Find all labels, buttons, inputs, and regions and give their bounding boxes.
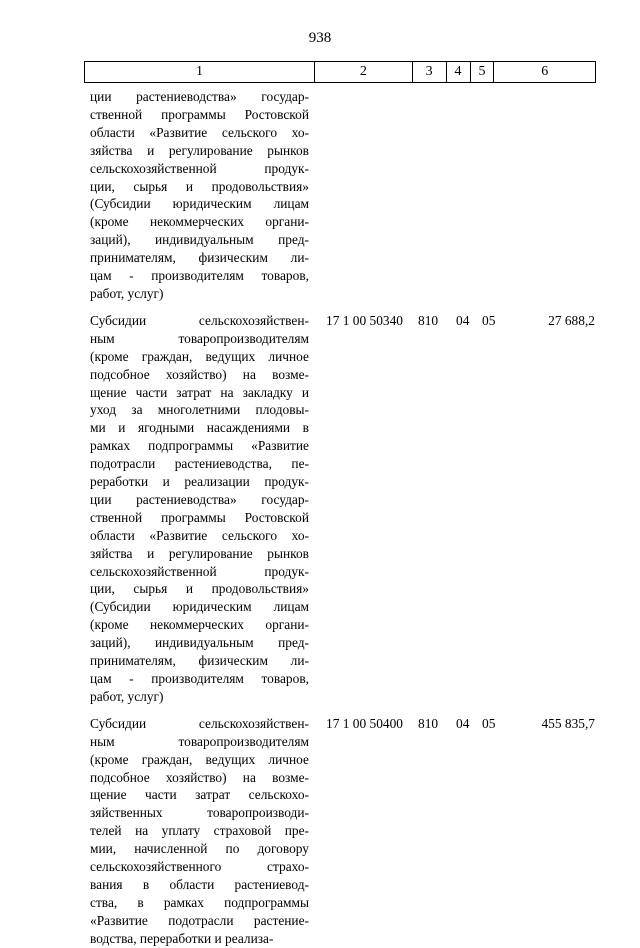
column-header-3: 3 (413, 62, 447, 82)
description-line: ции растениеводства» государ- (90, 89, 309, 104)
row-description (90, 312, 309, 706)
target-article-code: 17 1 00 50340 (326, 312, 403, 328)
description-line: водства, переработки и реализа- (90, 930, 274, 946)
description-line: (кроме некоммерческих органи- (90, 617, 309, 633)
description-line: Субсидии сельскохозяйствен- (90, 715, 309, 731)
description-line: подсобное хозяйство) на возме- (90, 769, 309, 785)
column-header-5: 5 (471, 62, 495, 82)
table-body (0, 88, 640, 948)
description-line: ным товаропроизводителям (90, 733, 309, 749)
description-line: ции, сырья и продовольствия» (90, 178, 309, 194)
description-line: ным товаропроизводителям (90, 330, 309, 346)
description-line: вания в области растениевод- (90, 876, 309, 892)
description-line: цам - производителям товаров, (90, 671, 309, 686)
description-line: работ, услуг) (90, 688, 164, 704)
description-line: сельскохозяйственной продук- (90, 160, 309, 176)
expense-type-code: 810 (418, 715, 439, 731)
description-line: ции растениеводства» государ- (90, 491, 309, 507)
description-line: принимателям, физическим ли- (90, 653, 309, 669)
description-line: сельскохозяйственной продук- (90, 563, 309, 579)
description-line: мии, начисленной по договору (90, 841, 309, 857)
section-code: 04 (456, 715, 470, 731)
description-line: работ, услуг) (90, 285, 164, 301)
description-line: зяйства и регулирование рынков (90, 142, 309, 158)
description-line: «Развитие подотрасли растение- (90, 912, 309, 928)
description-line: заций), индивидуальным пред- (90, 635, 309, 651)
description-line: зяйства и регулирование рынков (90, 545, 309, 561)
description-line: ции, сырья и продовольствия» (90, 581, 309, 597)
description-line: заций), индивидуальным пред- (90, 232, 309, 248)
description-line: области «Развитие сельского хо- (90, 124, 309, 140)
description-line: подсобное хозяйство) на возме- (90, 366, 309, 382)
description-line: Субсидии сельскохозяйствен- (90, 312, 309, 328)
description-line: зяйственных товаропроизводи- (90, 805, 309, 821)
description-line: области «Развитие сельского хо- (90, 527, 309, 543)
description-line: уход за многолетними плодовы- (90, 402, 309, 418)
subsection-code: 05 (482, 715, 496, 731)
column-header-6: 6 (541, 64, 549, 79)
description-line: телей на уплату страховой пре- (90, 823, 309, 839)
table-row (0, 88, 640, 303)
description-line: (Субсидии юридическим лицам (90, 196, 309, 212)
target-article-code: 17 1 00 50400 (326, 715, 403, 731)
row-description (90, 715, 309, 948)
column-header-row (84, 61, 596, 83)
description-line: подотрасли растениеводства, пе- (90, 456, 309, 472)
subsection-code: 05 (482, 312, 496, 328)
description-line: (кроме некоммерческих органи- (90, 214, 309, 230)
description-line: (Субсидии юридическим лицам (90, 599, 309, 615)
description-line: щение части затрат сельскохо- (90, 787, 309, 803)
description-line: ственной программы Ростовской (90, 509, 309, 525)
column-header-2: 2 (315, 62, 413, 82)
column-header-1: 1 (85, 62, 315, 82)
description-line: щение части затрат на закладку и (90, 384, 309, 400)
section-code: 04 (456, 312, 470, 328)
description-line: (кроме граждан, ведущих личное (90, 348, 309, 364)
description-line: реработки и реализации продук- (90, 474, 309, 490)
row-description (90, 88, 309, 303)
description-line: цам - производителям товаров, (90, 268, 309, 284)
description-line: ми и ягодными насаждениями в (90, 420, 309, 436)
expense-type-code: 810 (418, 312, 439, 328)
table-row (0, 312, 640, 706)
table-row (0, 715, 640, 948)
description-line: сельскохозяйственного страхо- (90, 859, 309, 875)
description-line: (кроме граждан, ведущих личное (90, 751, 309, 767)
description-line: ства, в рамках подпрограммы (90, 894, 309, 910)
amount-value: 455 835,7 (541, 715, 595, 731)
description-line: ственной программы Ростовской (90, 106, 309, 122)
page-number: 938 (308, 30, 332, 46)
column-header-4: 4 (447, 62, 471, 82)
description-line: рамках подпрограммы «Развитие (90, 438, 309, 454)
amount-value: 27 688,2 (548, 312, 595, 328)
description-line: принимателям, физическим ли- (90, 250, 309, 266)
